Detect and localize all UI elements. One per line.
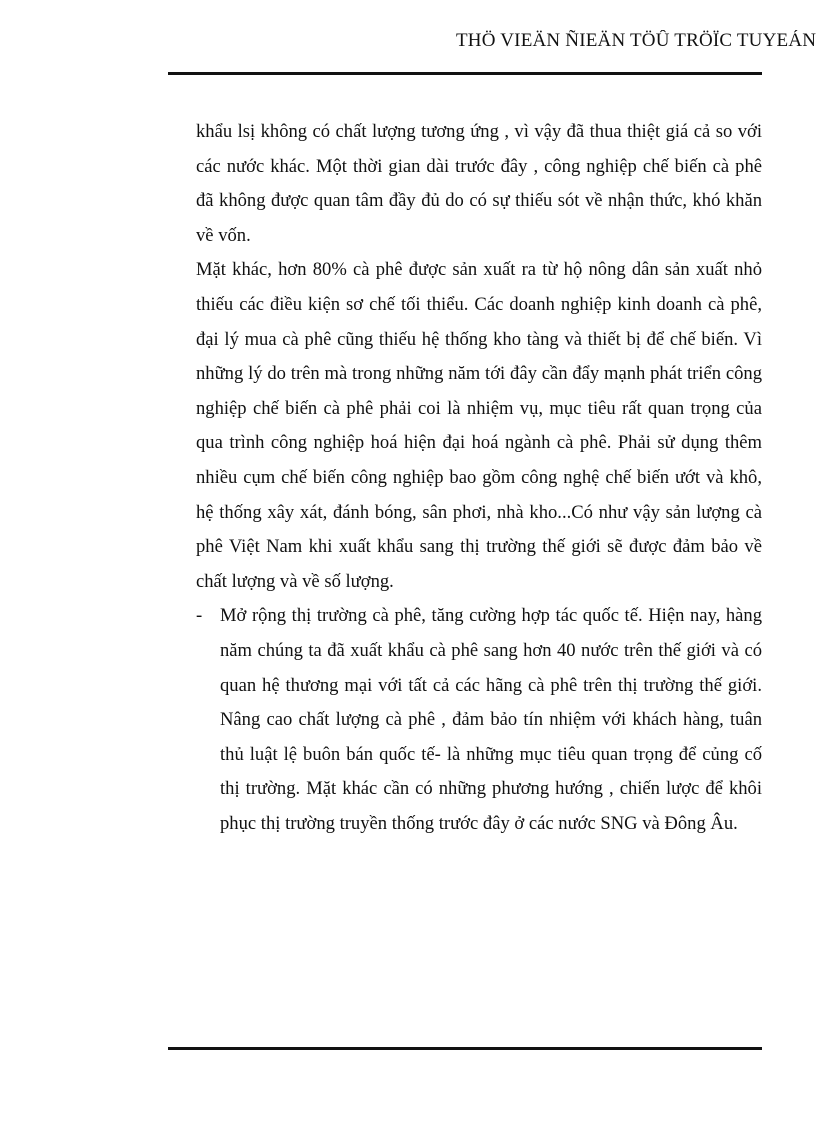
header-title: THÖ VIEÄN ÑIEÄN TÖÛ TRÖÏC TUYEÁN	[456, 30, 816, 51]
paragraph-1: khẩu lsị không có chất lượng tương ứng , vì vậy đã thua thiệt giá cả so với các nước khác. Một thời gian dài trước đây , công nghiệp chế biến cà phê đã không được quan tâm đầy đủ do có sự thiếu sót về nhận thức, khó khăn về vốn.	[196, 121, 762, 246]
body-text	[196, 115, 762, 841]
bullet-marker: -	[196, 605, 203, 627]
paragraph-2: Mặt khác, hơn 80% cà phê được sản xuất ra từ hộ nông dân sản xuất nhỏ thiếu các điều kiện sơ chế tối thiểu. Các doanh nghiệp kinh doanh cà phê, đại lý mua cà phê cũng thiếu hệ thống kho tàng và thiết bị để chế biến. Vì những lý do trên mà trong những năm tới đây cần đẩy mạnh phát triển công nghiệp chế biến cà phê phải coi là nhiệm vụ, mục tiêu rất quan trọng của qua trình công nghiệp hoá hiện đại hoá ngành cà phê. Phải sử dụng thêm nhiều cụm chế biến công nghiệp bao gồm công nghệ chế biến ướt và khô, hệ thống xây xát, đánh bóng, sân phơi, nhà kho...Có như vậy sản lượng cà phê Việt Nam khi xuất khẩu sang thị trường thế giới sẽ được đảm bảo về chất lượng và về số lượng.	[196, 259, 762, 592]
bullet-text: Mở rộng thị trường cà phê, tăng cường hợp tác quốc tế. Hiện nay, hàng năm chúng ta đã xuất khẩu cà phê sang hơn 40 nước trên thế giới và có quan hệ thương mại với tất cả các hãng cà phê trên thị trường thế giới. Nâng cao chất lượng cà phê , đảm bảo tín nhiệm với khách hàng, tuân thủ luật lệ buôn bán quốc tế- là những mục tiêu quan trọng để củng cố thị trường. Mặt khác cần có những phương hướng , chiến lược để khôi phục thị trường truyền thống trước đây ở các nước SNG và Đông Âu.	[220, 605, 762, 834]
bullet-item	[196, 599, 762, 841]
footer-rule	[168, 1047, 762, 1050]
header-rule	[168, 72, 762, 75]
